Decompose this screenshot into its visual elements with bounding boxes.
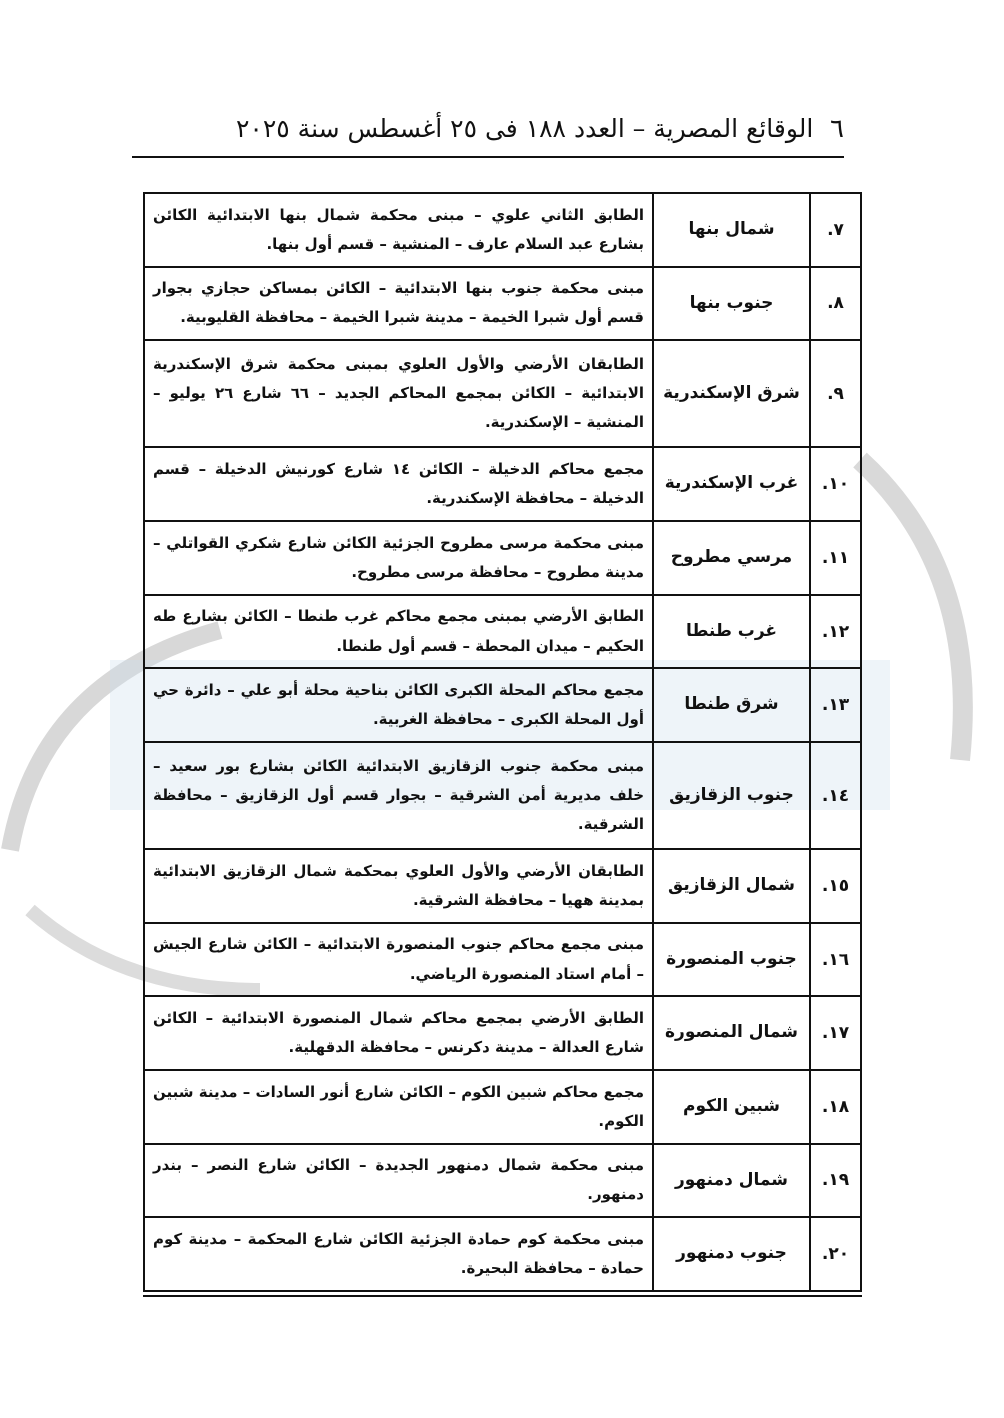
court-name: غرب طنطا [653, 595, 810, 669]
row-number: ١٥. [810, 849, 861, 923]
table-row [144, 447, 861, 521]
table-row [144, 1144, 861, 1218]
page-header [132, 112, 844, 152]
court-name: شبين الكوم [653, 1070, 810, 1144]
row-number: ٧. [810, 193, 861, 267]
header-rule [132, 156, 844, 158]
court-address: الطابق الأرضي بمبنى مجمع محاكم غرب طنطا – الكائن بشارع طه الحكيم – ميدان المحطة – قسم أول طنطا. [144, 595, 653, 669]
table-row [144, 595, 861, 669]
court-address: مبنى محكمة جنوب الزقازيق الابتدائية الكائن بشارع بور سعيد – خلف مديرية أمن الشرقية – بجوار قسم أول الزقازيق – محافظة الشرقية. [144, 742, 653, 849]
row-number: ١١. [810, 521, 861, 595]
court-address: مبنى محكمة شمال دمنهور الجديدة – الكائن شارع النصر – بندر دمنهور. [144, 1144, 653, 1218]
table-row [144, 1070, 861, 1144]
court-name: شمال المنصورة [653, 996, 810, 1070]
table-row [144, 1217, 861, 1291]
row-number: ١٦. [810, 923, 861, 997]
court-address: مبنى محكمة مرسى مطروح الجزئية الكائن شارع شكري القواتلي – مدينة مطروح – محافظة مرسى مطروح. [144, 521, 653, 595]
table-row [144, 193, 861, 267]
table-row [144, 340, 861, 447]
row-number: ١٧. [810, 996, 861, 1070]
court-address: مجمع محاكم شبين الكوم – الكائن شارع أنور السادات – مدينة شبين الكوم. [144, 1070, 653, 1144]
table-row [144, 267, 861, 341]
row-number: ٩. [810, 340, 861, 447]
table-row [144, 923, 861, 997]
court-address: الطابقان الأرضي والأول العلوي بمحكمة شمال الزقازيق الابتدائية بمدينة ههيا – محافظة الشرقية. [144, 849, 653, 923]
table-row [144, 742, 861, 849]
page-number: ٦ [830, 114, 844, 144]
court-name: غرب الإسكندرية [653, 447, 810, 521]
row-number: ١٠. [810, 447, 861, 521]
row-number: ١٤. [810, 742, 861, 849]
row-number: ١٩. [810, 1144, 861, 1218]
court-address: مبنى مجمع محاكم جنوب المنصورة الابتدائية – الكائن شارع الجيش – أمام استاد المنصورة الرياضي. [144, 923, 653, 997]
courts-table [143, 192, 862, 1292]
court-name: شمال بنها [653, 193, 810, 267]
court-address: الطابق الثاني علوي – مبنى محكمة شمال بنها الابتدائية الكائن بشارع عبد السلام عارف – المنشية – قسم أول بنها. [144, 193, 653, 267]
court-name: مرسي مطروح [653, 521, 810, 595]
table-row [144, 996, 861, 1070]
court-name: شمال الزقازيق [653, 849, 810, 923]
court-address: مجمع محاكم الدخيلة – الكائن ١٤ شارع كورنيش الدخيلة – قسم الدخيلة – محافظة الإسكندرية. [144, 447, 653, 521]
court-address: الطابق الأرضي بمجمع محاكم شمال المنصورة الابتدائية – الكائن شارع العدالة – مدينة دكرنس – محافظة الدقهلية. [144, 996, 653, 1070]
court-address: الطابقان الأرضي والأول العلوي بمبنى محكمة شرق الإسكندرية الابتدائية – الكائن بمجمع المحاكم الجديد – ٦٦ شارع ٢٦ يوليو – المنشية – الإسكندرية. [144, 340, 653, 447]
table-row [144, 668, 861, 742]
row-number: ١٣. [810, 668, 861, 742]
row-number: ٨. [810, 267, 861, 341]
row-number: ١٢. [810, 595, 861, 669]
court-name: شرق الإسكندرية [653, 340, 810, 447]
gazette-title: الوقائع المصرية – العدد ١٨٨ فى ٢٥ أغسطس سنة ٢٠٢٥ [236, 114, 814, 143]
court-name: جنوب المنصورة [653, 923, 810, 997]
court-name: شمال دمنهور [653, 1144, 810, 1218]
table-row [144, 849, 861, 923]
court-address: مجمع محاكم المحلة الكبرى الكائن بناحية محلة أبو علي – دائرة حي أول المحلة الكبرى – محافظة الغربية. [144, 668, 653, 742]
row-number: ٢٠. [810, 1217, 861, 1291]
court-name: جنوب بنها [653, 267, 810, 341]
court-name: شرق طنطا [653, 668, 810, 742]
court-address: مبنى محكمة جنوب بنها الابتدائية – الكائن بمساكن حجازي بجوار قسم أول شبرا الخيمة – مدينة شبرا الخيمة – محافظة القليوبية. [144, 267, 653, 341]
court-address: مبنى محكمة كوم حمادة الجزئية الكائن شارع المحكمة – مدينة كوم حمادة – محافظة البحيرة. [144, 1217, 653, 1291]
row-number: ١٨. [810, 1070, 861, 1144]
court-name: جنوب دمنهور [653, 1217, 810, 1291]
table-row [144, 521, 861, 595]
court-name: جنوب الزقازيق [653, 742, 810, 849]
table-bottom-rule [143, 1295, 862, 1297]
